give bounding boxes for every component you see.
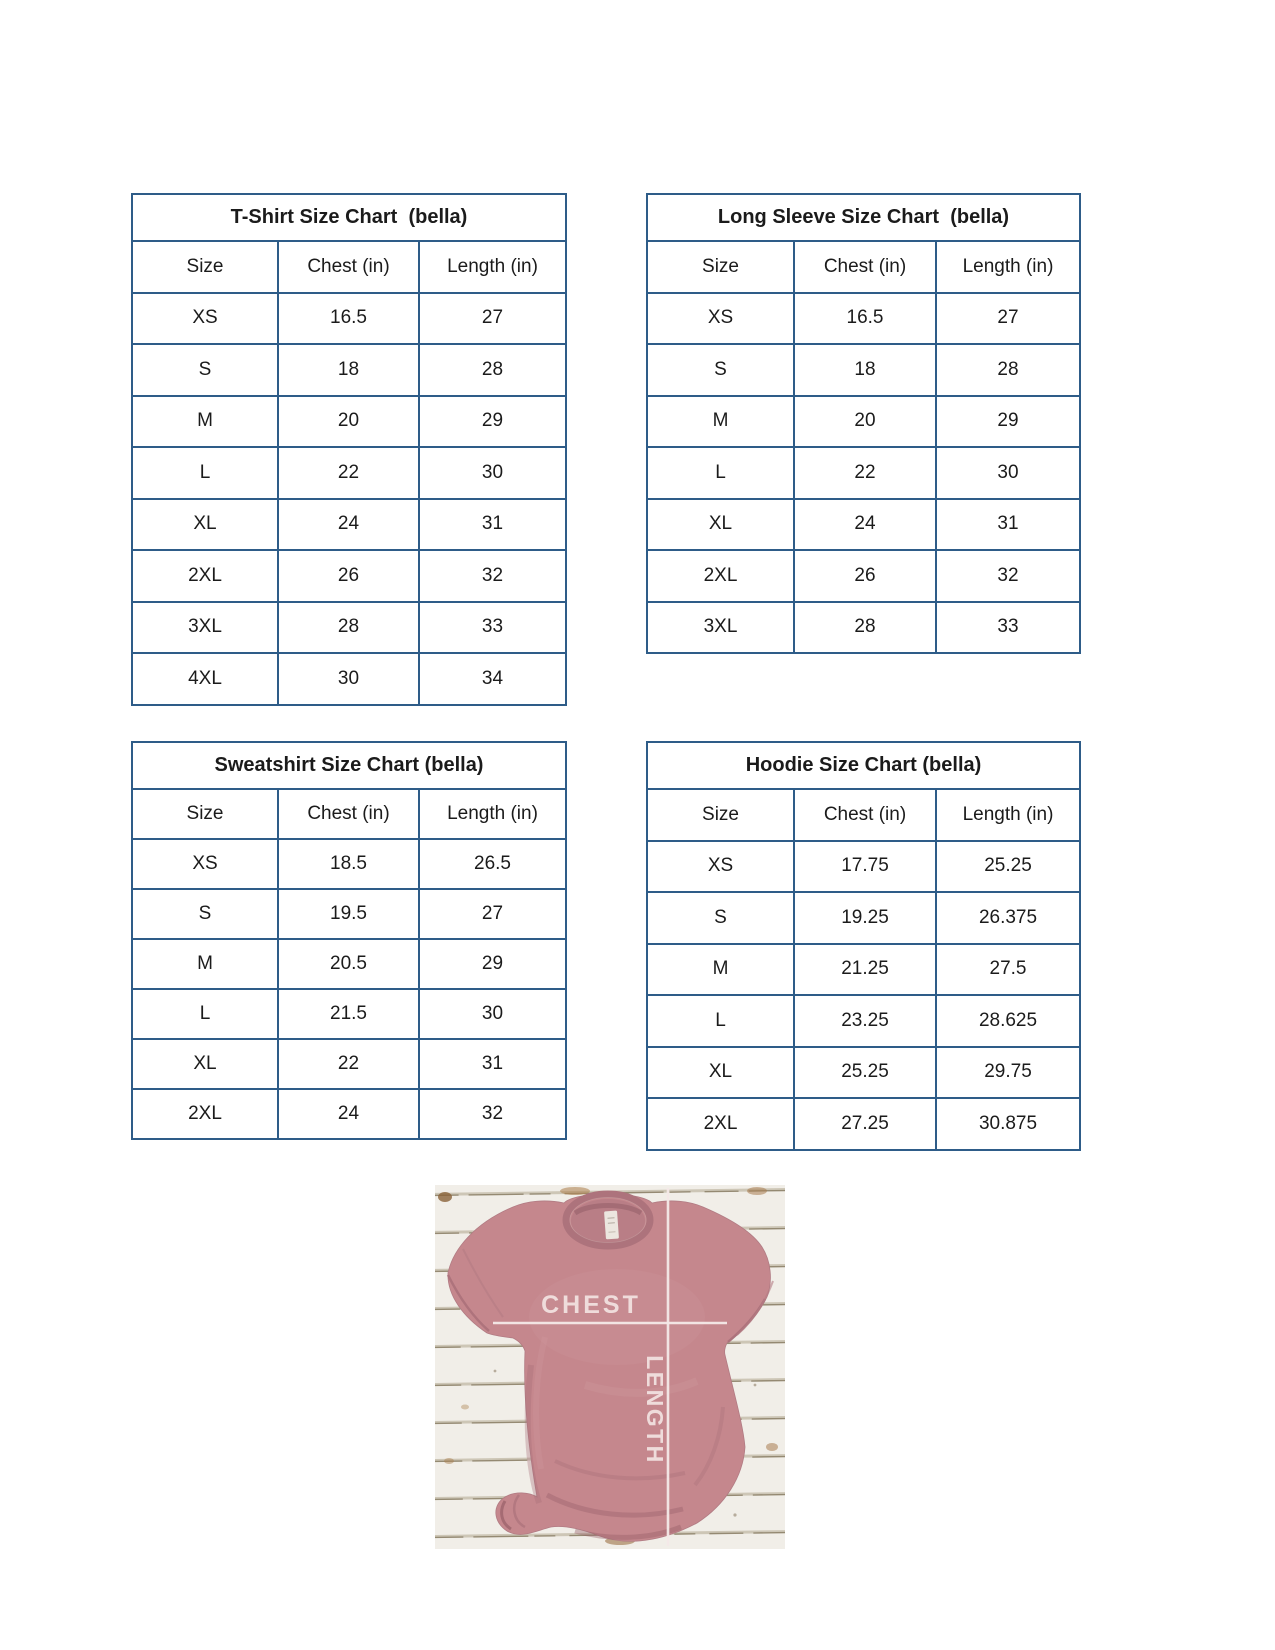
chest-cell: 19.5 [278, 889, 419, 939]
length-cell: 29.75 [936, 1047, 1080, 1099]
length-cell: 29 [419, 939, 566, 989]
size-cell: S [132, 889, 278, 939]
longsleeve-row-2xl [647, 550, 1080, 602]
chest-cell: 18 [278, 344, 419, 396]
chest-cell: 20 [278, 396, 419, 448]
size-cell: 2XL [647, 1098, 794, 1150]
tshirt-row-s [132, 344, 566, 396]
size-cell: S [132, 344, 278, 396]
chest-cell: 28 [794, 602, 936, 654]
length-cell: 28 [419, 344, 566, 396]
size-cell: M [647, 396, 794, 448]
size-cell: XS [132, 293, 278, 345]
tshirt-size-table [131, 193, 567, 706]
length-cell: 30.875 [936, 1098, 1080, 1150]
chest-cell: 20 [794, 396, 936, 448]
length-cell: 26.375 [936, 892, 1080, 944]
size-cell: L [647, 447, 794, 499]
length-cell: 28.625 [936, 995, 1080, 1047]
size-cell: 2XL [132, 550, 278, 602]
chest-cell: 21.5 [278, 989, 419, 1039]
sweatshirt-row-xl [132, 1039, 566, 1089]
tshirt-row-xs [132, 293, 566, 345]
column-header-length-in: Length (in) [419, 241, 566, 293]
length-cell: 26.5 [419, 839, 566, 889]
chest-cell: 20.5 [278, 939, 419, 989]
chest-cell: 18.5 [278, 839, 419, 889]
size-cell: 2XL [132, 1089, 278, 1139]
chest-cell: 30 [278, 653, 419, 705]
sweatshirt-header-row [132, 789, 566, 839]
chest-cell: 22 [794, 447, 936, 499]
tshirt-header-row [132, 241, 566, 293]
size-cell: XS [132, 839, 278, 889]
size-cell: L [132, 447, 278, 499]
longsleeve-row-m [647, 396, 1080, 448]
length-cell: 28 [936, 344, 1080, 396]
size-cell: M [647, 944, 794, 996]
column-header-size: Size [132, 241, 278, 293]
sweatshirt-row-2xl [132, 1089, 566, 1139]
longsleeve-row-s [647, 344, 1080, 396]
column-header-size: Size [647, 789, 794, 841]
size-cell: XL [647, 499, 794, 551]
size-cell: 3XL [132, 602, 278, 654]
hoodie-header-row [647, 789, 1080, 841]
hoodie-size-table [646, 741, 1081, 1151]
longsleeve-row-l [647, 447, 1080, 499]
column-header-chest-in: Chest (in) [278, 789, 419, 839]
size-cell: XS [647, 293, 794, 345]
longsleeve-row-3xl [647, 602, 1080, 654]
tshirt-row-4xl [132, 653, 566, 705]
size-cell: XL [132, 499, 278, 551]
size-cell: M [132, 396, 278, 448]
chest-cell: 26 [794, 550, 936, 602]
chest-cell: 24 [278, 499, 419, 551]
column-header-size: Size [647, 241, 794, 293]
size-cell: M [132, 939, 278, 989]
longsleeve-table-title: Long Sleeve Size Chart (bella) [647, 194, 1080, 241]
chest-label: CHEST [541, 1291, 641, 1319]
length-cell: 27.5 [936, 944, 1080, 996]
length-cell: 27 [419, 293, 566, 345]
column-header-size: Size [132, 789, 278, 839]
sweatshirt-row-xs [132, 839, 566, 889]
column-header-length-in: Length (in) [936, 789, 1080, 841]
sweatshirt-row-m [132, 939, 566, 989]
measurement-photo [435, 1185, 785, 1549]
length-cell: 29 [936, 396, 1080, 448]
chest-cell: 17.75 [794, 841, 936, 893]
hoodie-row-l [647, 995, 1080, 1047]
tshirt-table-title: T-Shirt Size Chart (bella) [132, 194, 566, 241]
hoodie-table-title: Hoodie Size Chart (bella) [647, 742, 1080, 789]
sweatshirt-size-table [131, 741, 567, 1140]
length-cell: 31 [936, 499, 1080, 551]
sweatshirt-table-title: Sweatshirt Size Chart (bella) [132, 742, 566, 789]
tshirt-row-l [132, 447, 566, 499]
size-cell: 2XL [647, 550, 794, 602]
length-cell: 31 [419, 1039, 566, 1089]
chest-cell: 16.5 [278, 293, 419, 345]
longsleeve-row-xs [647, 293, 1080, 345]
chest-cell: 21.25 [794, 944, 936, 996]
tshirt-row-2xl [132, 550, 566, 602]
column-header-chest-in: Chest (in) [794, 789, 936, 841]
size-cell: L [132, 989, 278, 1039]
length-cell: 30 [419, 447, 566, 499]
sweatshirt-row-s [132, 889, 566, 939]
chest-cell: 19.25 [794, 892, 936, 944]
size-cell: XL [647, 1047, 794, 1099]
chest-cell: 23.25 [794, 995, 936, 1047]
size-cell: S [647, 892, 794, 944]
hoodie-row-xl [647, 1047, 1080, 1099]
length-cell: 32 [936, 550, 1080, 602]
hoodie-row-m [647, 944, 1080, 996]
length-cell: 32 [419, 1089, 566, 1139]
chest-cell: 24 [794, 499, 936, 551]
tshirt-row-xl [132, 499, 566, 551]
size-cell: S [647, 344, 794, 396]
longsleeve-size-table [646, 193, 1081, 654]
size-cell: XL [132, 1039, 278, 1089]
longsleeve-row-xl [647, 499, 1080, 551]
length-label: LENGTH [642, 1355, 668, 1465]
length-cell: 32 [419, 550, 566, 602]
column-header-length-in: Length (in) [936, 241, 1080, 293]
size-cell: 4XL [132, 653, 278, 705]
sweatshirt-row-l [132, 989, 566, 1039]
chest-cell: 16.5 [794, 293, 936, 345]
column-header-chest-in: Chest (in) [794, 241, 936, 293]
tshirt-row-3xl [132, 602, 566, 654]
column-header-length-in: Length (in) [419, 789, 566, 839]
length-cell: 25.25 [936, 841, 1080, 893]
length-cell: 27 [936, 293, 1080, 345]
size-cell: XS [647, 841, 794, 893]
length-cell: 33 [419, 602, 566, 654]
chest-cell: 22 [278, 447, 419, 499]
longsleeve-header-row [647, 241, 1080, 293]
tshirt-row-m [132, 396, 566, 448]
chest-cell: 28 [278, 602, 419, 654]
collar-tag [604, 1211, 619, 1240]
hoodie-row-xs [647, 841, 1080, 893]
length-cell: 34 [419, 653, 566, 705]
chest-cell: 22 [278, 1039, 419, 1089]
column-header-chest-in: Chest (in) [278, 241, 419, 293]
size-cell: L [647, 995, 794, 1047]
chest-cell: 18 [794, 344, 936, 396]
chest-cell: 27.25 [794, 1098, 936, 1150]
chest-cell: 26 [278, 550, 419, 602]
length-cell: 27 [419, 889, 566, 939]
length-cell: 31 [419, 499, 566, 551]
chest-cell: 25.25 [794, 1047, 936, 1099]
size-cell: 3XL [647, 602, 794, 654]
length-cell: 30 [936, 447, 1080, 499]
hoodie-row-2xl [647, 1098, 1080, 1150]
chest-cell: 24 [278, 1089, 419, 1139]
length-cell: 29 [419, 396, 566, 448]
length-cell: 30 [419, 989, 566, 1039]
hoodie-row-s [647, 892, 1080, 944]
length-cell: 33 [936, 602, 1080, 654]
